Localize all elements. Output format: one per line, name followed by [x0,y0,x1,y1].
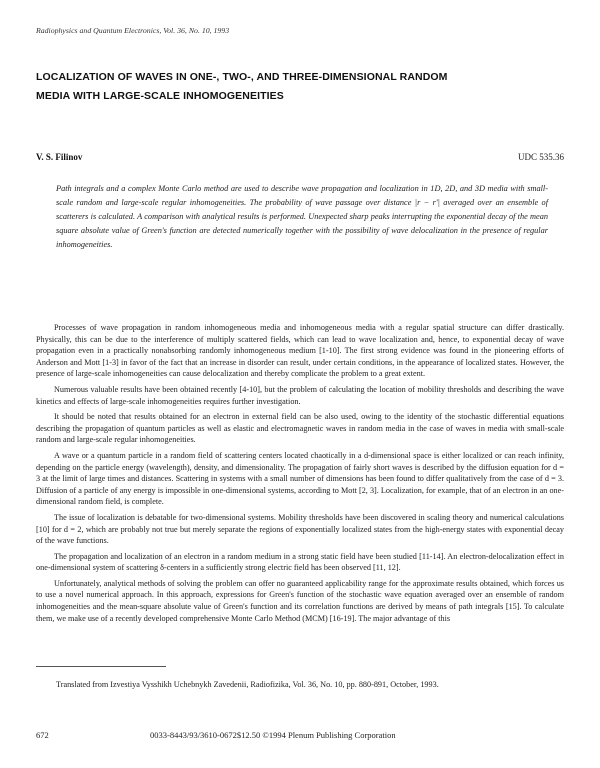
article-body [36,322,564,658]
author-name: V. S. Filinov [36,152,83,162]
abstract: Path integrals and a complex Monte Carlo method are used to describe wave propagation and localization in 1D, 2D, and 3D media with small-scale random and large-scale regular inhomogeneities. The probability of wave passage over distance |r − r'| averaged over an ensemble of scatterers is calculated. A comparison with analytical results is performed. Unexpected sharp peaks interrupting the exponential decay of the mean square absolute value of Green's function are detected numerically together with the possibility of wave delocalization in the presence of regular inhomogeneities. [56,184,548,249]
body-paragraph: Numerous valuable results have been obtained recently [4-10], but the problem of calculating the location of mobility thresholds and describing the wave kinetics and effects of large-scale inhomogeneities requires further investigation. [36,384,564,406]
body-paragraph: Processes of wave propagation in random inhomogeneous media and inhomogeneous media with a regular spatial structure can differ drastically. Physically, this can be due to the interference of multiply scattered fields, which can lead to wave localization and, hence, to exponential decay of wave propagation even in a practically nonabsorbing randomly inhomogeneous medium [1-10]. The first strong evidence was found in the pioneering efforts of Anderson and Mott [1-3] in favor of the fact that an increase in disorder can result, under certain conditions, in the appearance of localized states. However, the presence of large-scale inhomogeneities can cause delocalization and thereby complicate the problem to a great extent. [36,323,564,379]
copyright-line: 0033-8443/93/3610-0672$12.50 ©1994 Plenum Publishing Corporation [150,730,396,740]
body-paragraph: Unfortunately, analytical methods of solving the problem can offer no guaranteed applicability range for the approximate results obtained, which forces us to use a novel numerical approach. In this approach, expressions for Green's function of the stochastic wave equation averaged over an ensemble of random inhomogeneities and the mean-square absolute value of Green's function and its correlation functions are derived by means of path integrals [15]. To calculate them, we make use of a recently developed comprehensive Monte Carlo Method (MCM) [16-19]. The major advantage of this [36,578,564,623]
running-head: Radiophysics and Quantum Electronics, Vol. 36, No. 10, 1993 [36,26,230,35]
body-paragraph: It should be noted that results obtained for an electron in external field can be also used, owing to the identity of the stochastic differential equations describing the propagation of quantum particles as well as elastic and electromagnetic waves in random media in the case of waves in media with small-scale random and large-scale regular inhomogeneities. [36,412,564,445]
body-paragraph: The propagation and localization of an electron in a random medium in a strong static field have been studied [11-14]. An electron-delocalization effect in one-dimensional system of scattering δ-centers in a sufficiently strong electric field has been observed [11, 12]. [36,551,564,573]
page-number: 672 [36,730,49,740]
article-title: LOCALIZATION OF WAVES IN ONE-, TWO-, AND THREE-DIMENSIONAL RANDOM MEDIA WITH LARGE-SCALE INHOMOGENEITIES [36,71,448,102]
footnote-divider [36,666,166,667]
body-paragraph: The issue of localization is debatable for two-dimensional systems. Mobility thresholds have been discovered in scaling theory and numerical calculations [10] for d = 2, which are probably not true but merely separate the regions of exponentially localized states from the high-energy states with exponential decay of the wave functions. [36,512,564,546]
body-paragraph: A wave or a quantum particle in a random field of scattering centers located chaotically in a d-dimensional space is either localized or can reach infinity, depending on the particle energy (wavelength), density, and dimensionality. The propagation of fairly short waves is described by the diffusion equation for d = 3 at the limit of large times and distances. Scattering in systems with a small number of dimensions has been found to differ qualitatively from the case of d = 3. Diffusion of a particle of any energy is impossible in one-dimensional systems, according to Mott [2, 3]. Localization, for example, that of an electron in an one-dimensional random field, is complete. [36,450,564,507]
translation-footnote: Translated from Izvestiya Vysshikh Uchebnykh Zavedenii, Radiofizika, Vol. 36, No. 10, pp. 880-891, October, 1993. [56,680,439,689]
udc-code: UDC 535.36 [517,152,564,162]
